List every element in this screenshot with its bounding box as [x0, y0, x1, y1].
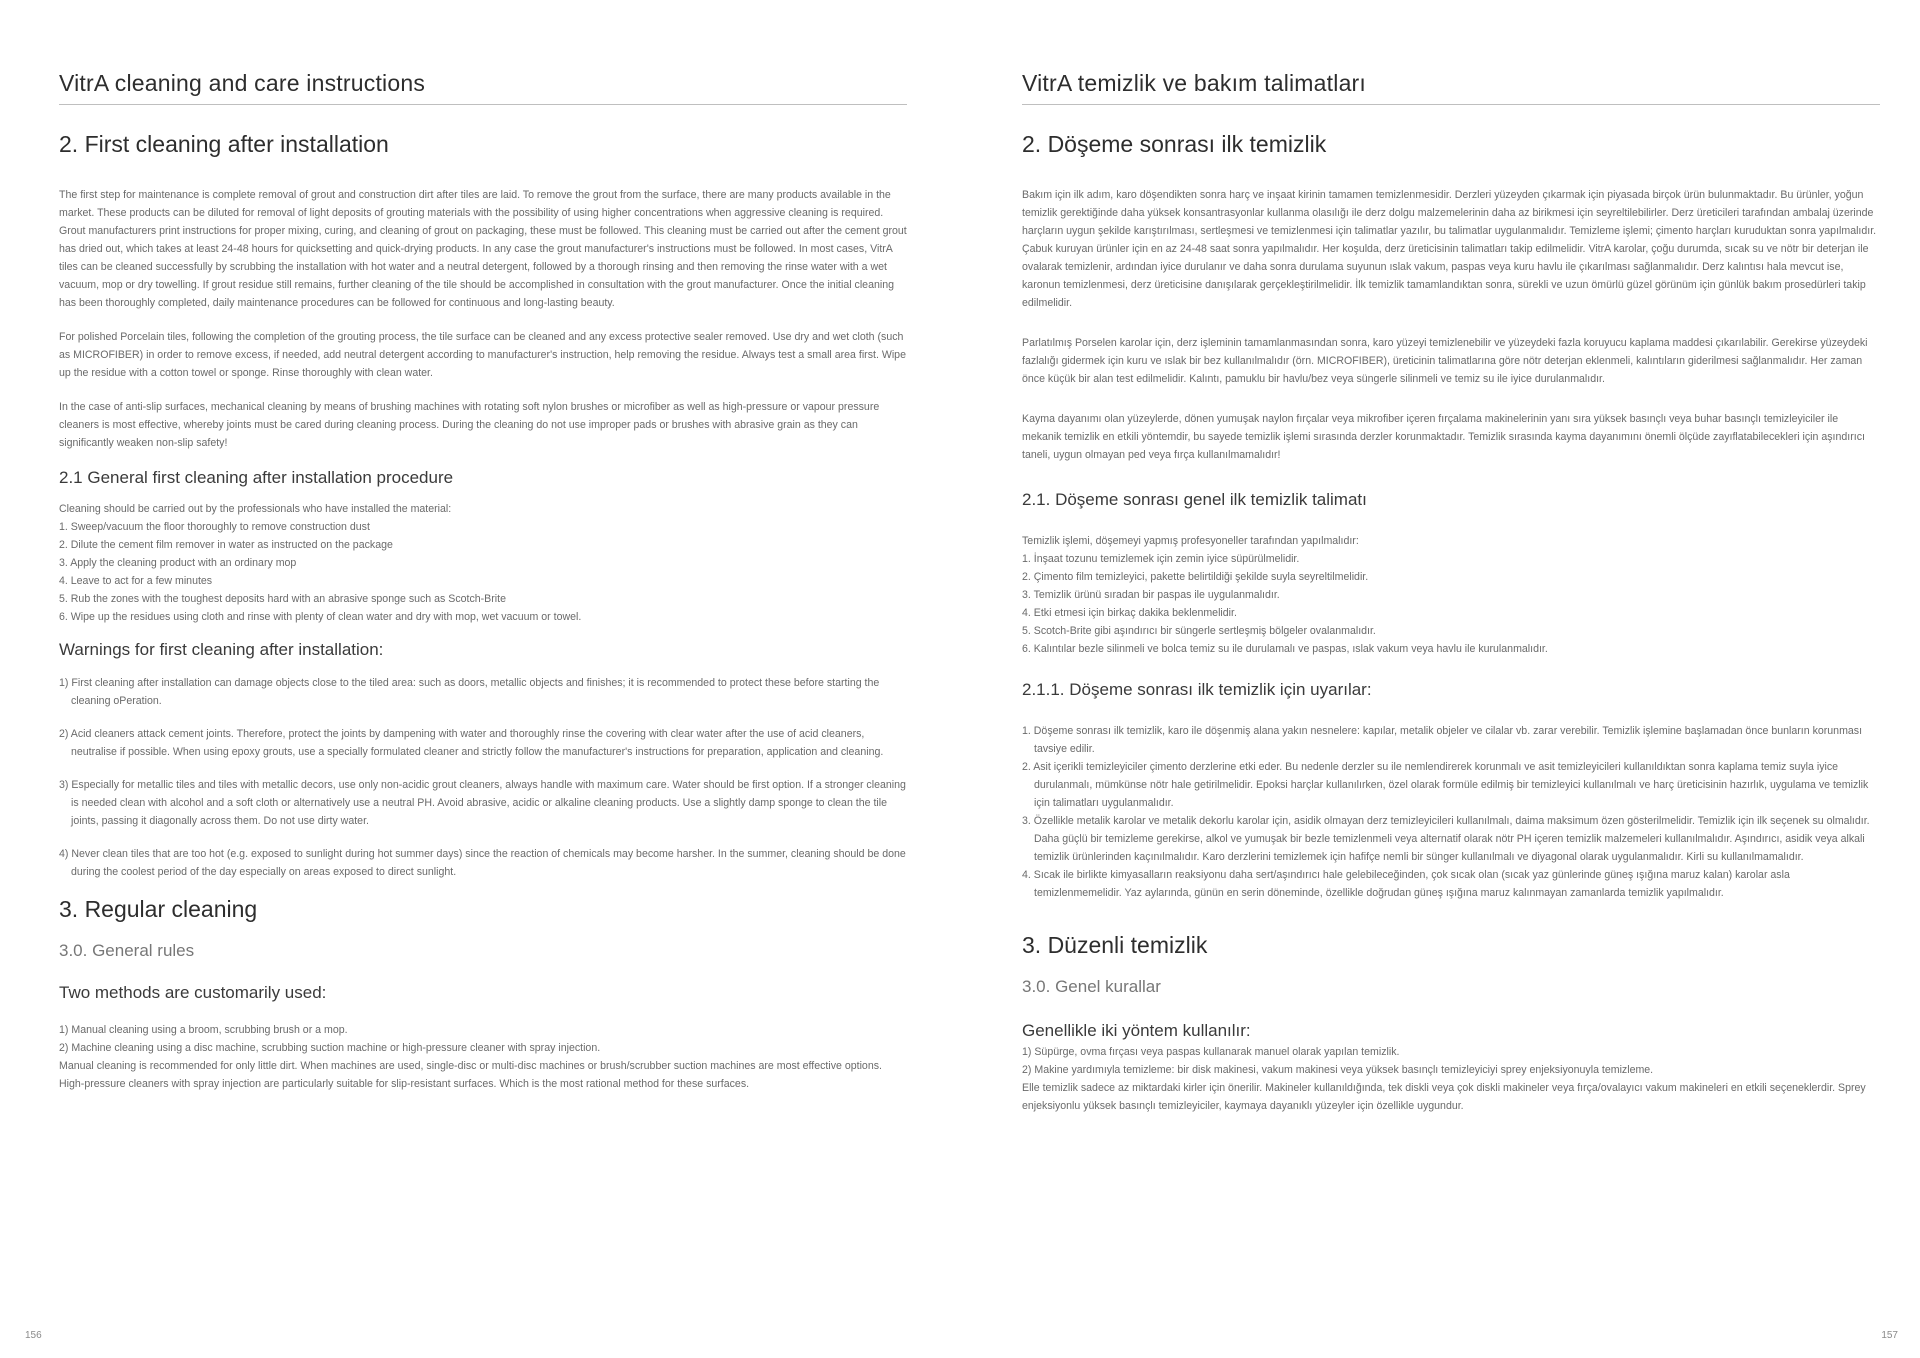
warning-item: 2) Acid cleaners attack cement joints. Therefore, protect the joints by dampening with water and thoroughly rinse the covering with clear water after the use of acid cleaners, neutralise if possible. When using epoxy grouts, use a specially formulated cleaner and strictly follow the manufacturer's instructions for preparation, application and cleaning.: [59, 728, 884, 758]
methods-title: Two methods are customarily used:: [59, 983, 327, 1002]
warning-item: 3. Özellikle metalik karolar ve metalik dekorlu karolar için, asidik olmayan derz temizleyicileri kullanılmalı, daima maksimum özen gösterilmelidir. Temizlik için ilk seçenek su olmalıdır. Daha güçlü bir temizleme gerekirse, alkol ve yumuşak bir bezle temizlenmeli veya alternatif olarak nötr PH içeren temizlik malzemeleri kullanılmalıdır. Aşındırıcı, asidik veya alkali temizlik ürünlerinden kaçınılmalıdır. Karo derzlerini temizlemek için hafifçe nemli bir sünger kullanılmalı ve diyagonal olarak uygulanmalıdır. Kirli su kullanılmamalıdır.: [1022, 815, 1870, 863]
warnings-title: 2.1.1. Döşeme sonrası ilk temizlik için uyarılar:: [1022, 680, 1372, 699]
page-number: 157: [1881, 1330, 1898, 1341]
section-3-0-title: 3.0. General rules: [59, 941, 195, 960]
list-item: 2) Makine yardımıyla temizleme: bir disk makinesi, vakum makinesi veya yüksek basınçlı temizleyiciyi sprey enjeksiyonuyla temizleme.: [1022, 1064, 1654, 1076]
section-3-0-title: 3.0. Genel kurallar: [1022, 977, 1161, 996]
doc-title: VitrA cleaning and care instructions: [59, 70, 907, 105]
page-number: 156: [25, 1330, 42, 1341]
methods-list: [1022, 1043, 1880, 1115]
list-item: 4. Etki etmesi için birkaç dakika beklenmelidir.: [1022, 607, 1237, 619]
section-2-title: 2. First cleaning after installation: [59, 131, 389, 157]
procedure-list: [59, 500, 907, 626]
warnings-title: Warnings for first cleaning after installation:: [59, 640, 384, 659]
paragraph: Bakım için ilk adım, karo döşendikten sonra harç ve inşaat kirinin tamamen temizlenmesidir. Derzleri yüzeyden çıkarmak için piyasada birçok ürün bulunmaktadır. Bu ürünler, yoğun temizlik gerektiğinde daha yüksek konsantrasyonlar kullanma olasılığı ile derz dolgu malzemelerinin daha az birikmesi için seyreltilebilirler. Derz üreticileri tarafından ambalaj üzerinde harçların uygun şekilde karıştırılması, sertleşmesi ve temizlenmesi için talimatlar yazılır, bu talimatlar uygulanmalıdır. Temizleme işlemi; çimento harçları kuruduktan sonra yapılmalıdır. Çabuk kuruyan ürünler için en az 24-48 saat sonra yapılmalıdır. Her koşulda, derz üreticisinin talimatları takip edilmelidir. VitrA karolar, çoğu durumda, sıcak su ve nötr bir deterjan ile ovalarak temizlenir, ardından iyice durulanır ve daha sonra durulama suyunun ıslak vakum, paspas veya kuru havlu ile çıkarılması sağlanmalıdır. Derz kalıntısı hala mevcut ise, karonun temizlenmesi, derz üreticisine danışılarak gerçekleştirilmelidir. İlk temizlik tamamlandıktan sonra, sürekli ve uzun ömürlü güzel görünüm için günlük bakım prosedürleri takip edilmelidir.: [1022, 189, 1877, 309]
list-item: Cleaning should be carried out by the professionals who have installed the material:: [59, 503, 452, 515]
warning-item: 1. Döşeme sonrası ilk temizlik, karo ile döşenmiş alana yakın nesnelere: kapılar, metalik objeler ve cilalar vb. zarar verebilir. Temizlik işlemine başlamadan önce bunların korunması tavsiye edilir.: [1022, 725, 1863, 755]
warning-item: 4. Sıcak ile birlikte kimyasalların reaksiyonu daha sert/aşındırıcı hale gelebileceğinden, çok sıcak olan (sıcak yaz günlerinde güneş ışığına maruz kalan) karolar asla temizlenmemelidir. Yaz aylarında, günün en serin döneminde, özellikle doğrudan güneş ışığına maruz kalınmayan zamanlarda temizlik yapılmalıdır.: [1022, 869, 1790, 899]
paragraph: Kayma dayanımı olan yüzeylerde, dönen yumuşak naylon fırçalar veya mikrofiber içeren fırçalama makinelerinin yanı sıra yüksek basınçlı veya buhar basınçlı temizleyiciler ile mekanik temizlik en etkili yöntemdir, bu sayede temizlik işlemi sırasında derzler korunmaktadır. Temizlik sırasında kayma dayanımını önemli ölçüde zayıflatabilecekleri için aşındırıcı taneli, uygun olmayan ped veya fırça kullanılmamalıdır!: [1022, 413, 1865, 461]
list-item: 2. Dilute the cement film remover in water as instructed on the package: [59, 539, 393, 551]
list-item: 3. Temizlik ürünü sıradan bir paspas ile uygulanmalıdır.: [1022, 589, 1280, 601]
warning-item: 4) Never clean tiles that are too hot (e.g. exposed to sunlight during hot summer days) since the reaction of chemicals may become harsher. In the summer, cleaning should be done during the coolest period of the day especially on areas exposed to direct sunlight.: [59, 848, 906, 878]
section-3-title: 3. Regular cleaning: [59, 896, 258, 922]
list-item: 6. Wipe up the residues using cloth and rinse with plenty of clean water and dry with mop, wet vacuum or towel.: [59, 611, 582, 623]
paragraph: Parlatılmış Porselen karolar için, derz işleminin tamamlanmasından sonra, karo yüzeyi temizlenebilir ve yüzeydeki fazla koruyucu kaplama maddesi çıkarılabilir. Gerekirse yüzeydeki fazlalığı gidermek için kuru ve ıslak bir bez kullanılmalıdır (örn. MICROFIBER), üreticinin talimatlarına göre nötr deterjan eklenmeli, kalıntıların giderilmesi sağlanmalıdır. Her zaman önce küçük bir alan test edilmelidir. Kalıntı, pamuklu bir havlu/bez veya süngerle silinmeli ve temiz su ile iyice durulanmalıdır.: [1022, 337, 1868, 385]
list-item: Elle temizlik sadece az miktardaki kirler için önerilir. Makineler kullanıldığında, tek diskli veya çok diskli makineler veya fırça/ovalayıcı vakum makineleri en etkili seçeneklerdir. Sprey enjeksiyonlu yüksek basınçlı temizleyiciler, kaymaya dayanıklı yüzeyler için özellikle uygundur.: [1022, 1082, 1866, 1112]
list-item: 4. Leave to act for a few minutes: [59, 575, 213, 587]
doc-title: VitrA temizlik ve bakım talimatları: [1022, 70, 1880, 105]
warnings-list: [1022, 722, 1880, 902]
warning-item: 1) First cleaning after installation can damage objects close to the tiled area: such as doors, metallic objects and finishes; it is recommended to protect these before starting the cleaning oPeration.: [59, 677, 880, 707]
list-item: 6. Kalıntılar bezle silinmeli ve bolca temiz su ile durulamalı ve paspas, ıslak vakum veya havlu ile kurulanmalıdır.: [1022, 643, 1548, 655]
list-item: 5. Rub the zones with the toughest deposits hard with an abrasive sponge such as Scotch-Brite: [59, 593, 506, 605]
list-item: 1) Manual cleaning using a broom, scrubbing brush or a mop.: [59, 1024, 348, 1036]
list-item: 5. Scotch-Brite gibi aşındırıcı bir süngerle sertleşmiş bölgeler ovalanmalıdır.: [1022, 625, 1376, 637]
section-2-1-title: 2.1. Döşeme sonrası genel ilk temizlik talimatı: [1022, 490, 1367, 509]
section-2-title: 2. Döşeme sonrası ilk temizlik: [1022, 131, 1327, 157]
list-item: 2. Çimento film temizleyici, pakette belirtildiği şekilde suyla seyreltilmelidir.: [1022, 571, 1369, 583]
paragraph: For polished Porcelain tiles, following the completion of the grouting process, the tile surface can be cleaned and any excess protective sealer removed. Use dry and wet cloth (such as MICROFIBER) in order to remove excess, if needed, add neutral detergent according to manufacturer's instruction, help removing the residue. Always test a small area first. Wipe up the residue with a cotton towel or sponge. Rinse thoroughly with clean water.: [59, 331, 906, 379]
list-item: Manual cleaning is recommended for only little dirt. When machines are used, single-disc or multi-disc machines or brush/scrubber suction machines are most effective options. High-pressure cleaners with spray injection are particularly suitable for slip-resistant surfaces. Which is the most rational method for these surfaces.: [59, 1060, 882, 1090]
methods-list: [59, 1021, 907, 1093]
warnings-list: [59, 674, 907, 881]
section-2-1-title: 2.1 General first cleaning after installation procedure: [59, 468, 454, 487]
list-item: 1. Sweep/vacuum the floor thoroughly to remove construction dust: [59, 521, 370, 533]
paragraph: In the case of anti-slip surfaces, mechanical cleaning by means of brushing machines with rotating soft nylon brushes or microfiber as well as high-pressure or vapour pressure cleaners is most effective, whereby joints must be cared during cleaning process. During the cleaning do not use improper pads or brushes with abrasive grain as they can significantly weaken non-slip safety!: [59, 401, 880, 449]
list-item: 3. Apply the cleaning product with an ordinary mop: [59, 557, 297, 569]
list-item: 1. İnşaat tozunu temizlemek için zemin iyice süpürülmelidir.: [1022, 553, 1300, 565]
warning-item: 2. Asit içerikli temizleyiciler çimento derzlerine etki eder. Bu nedenle derzler su ile nemlendirerek korunmalı ve asit temizleyicileri kullanıldıktan sonra kaplama temiz suyla iyice durulanmalı, mümkünse nötr hale getirilmelidir. Epoksi harçlar kullanılırken, özel olarak formüle edilmiş bir temizleyici kullanılmalı ve harç üreticisinin hazırlık, uygulama ve temizlik için talimatları uygulanmalıdır.: [1022, 761, 1869, 809]
section-3-title: 3. Düzenli temizlik: [1022, 932, 1208, 958]
paragraph: The first step for maintenance is complete removal of grout and construction dirt after tiles are laid. To remove the grout from the surface, there are many products available in the market. These products can be diluted for removal of light deposits of grouting materials with the possibility of using higher concentrations when aggressive cleaning is required. Grout manufacturers print instructions for proper mixing, curing, and cleaning of grout on packaging, these must be followed. This cleaning must be carried out after the cement grout has dried out, which takes at least 24-48 hours for quicksetting and quick-drying products. In any case the grout manufacturer's instructions must be followed. In most cases, VitrA tiles can be cleaned successfully by scrubbing the installation with hot water and a neutral detergent, followed by a thorough rinsing and then removing the rinse water with a wet vacuum, mop or dry towelling. If grout residue still remains, further cleaning of the tile should be accomplished in consultation with the grout manufacturer. Once the initial cleaning has been thoroughly completed, daily maintenance procedures can be followed for continuous and long-lasting beauty.: [59, 189, 907, 309]
procedure-list: [1022, 532, 1880, 658]
warning-item: 3) Especially for metallic tiles and tiles with metallic decors, use only non-acidic grout cleaners, always handle with maximum care. Water should be first option. If a stronger cleaning is needed clean with alcohol and a soft cloth or alternatively use a neutral PH. Avoid abrasive, acidic or alkaline cleaning products. Use a slightly damp sponge to clean the tile joints, passing it diagonally across them. Do not use dirty water.: [59, 779, 906, 827]
methods-title: Genellikle iki yöntem kullanılır:: [1022, 1021, 1251, 1040]
right-page: [960, 0, 1920, 1358]
list-item: 2) Machine cleaning using a disc machine, scrubbing suction machine or high-pressure cleaner with spray injection.: [59, 1042, 601, 1054]
list-item: 1) Süpürge, ovma fırçası veya paspas kullanarak manuel olarak yapılan temizlik.: [1022, 1046, 1400, 1058]
list-item: Temizlik işlemi, döşemeyi yapmış profesyoneller tarafından yapılmalıdır:: [1022, 535, 1359, 547]
